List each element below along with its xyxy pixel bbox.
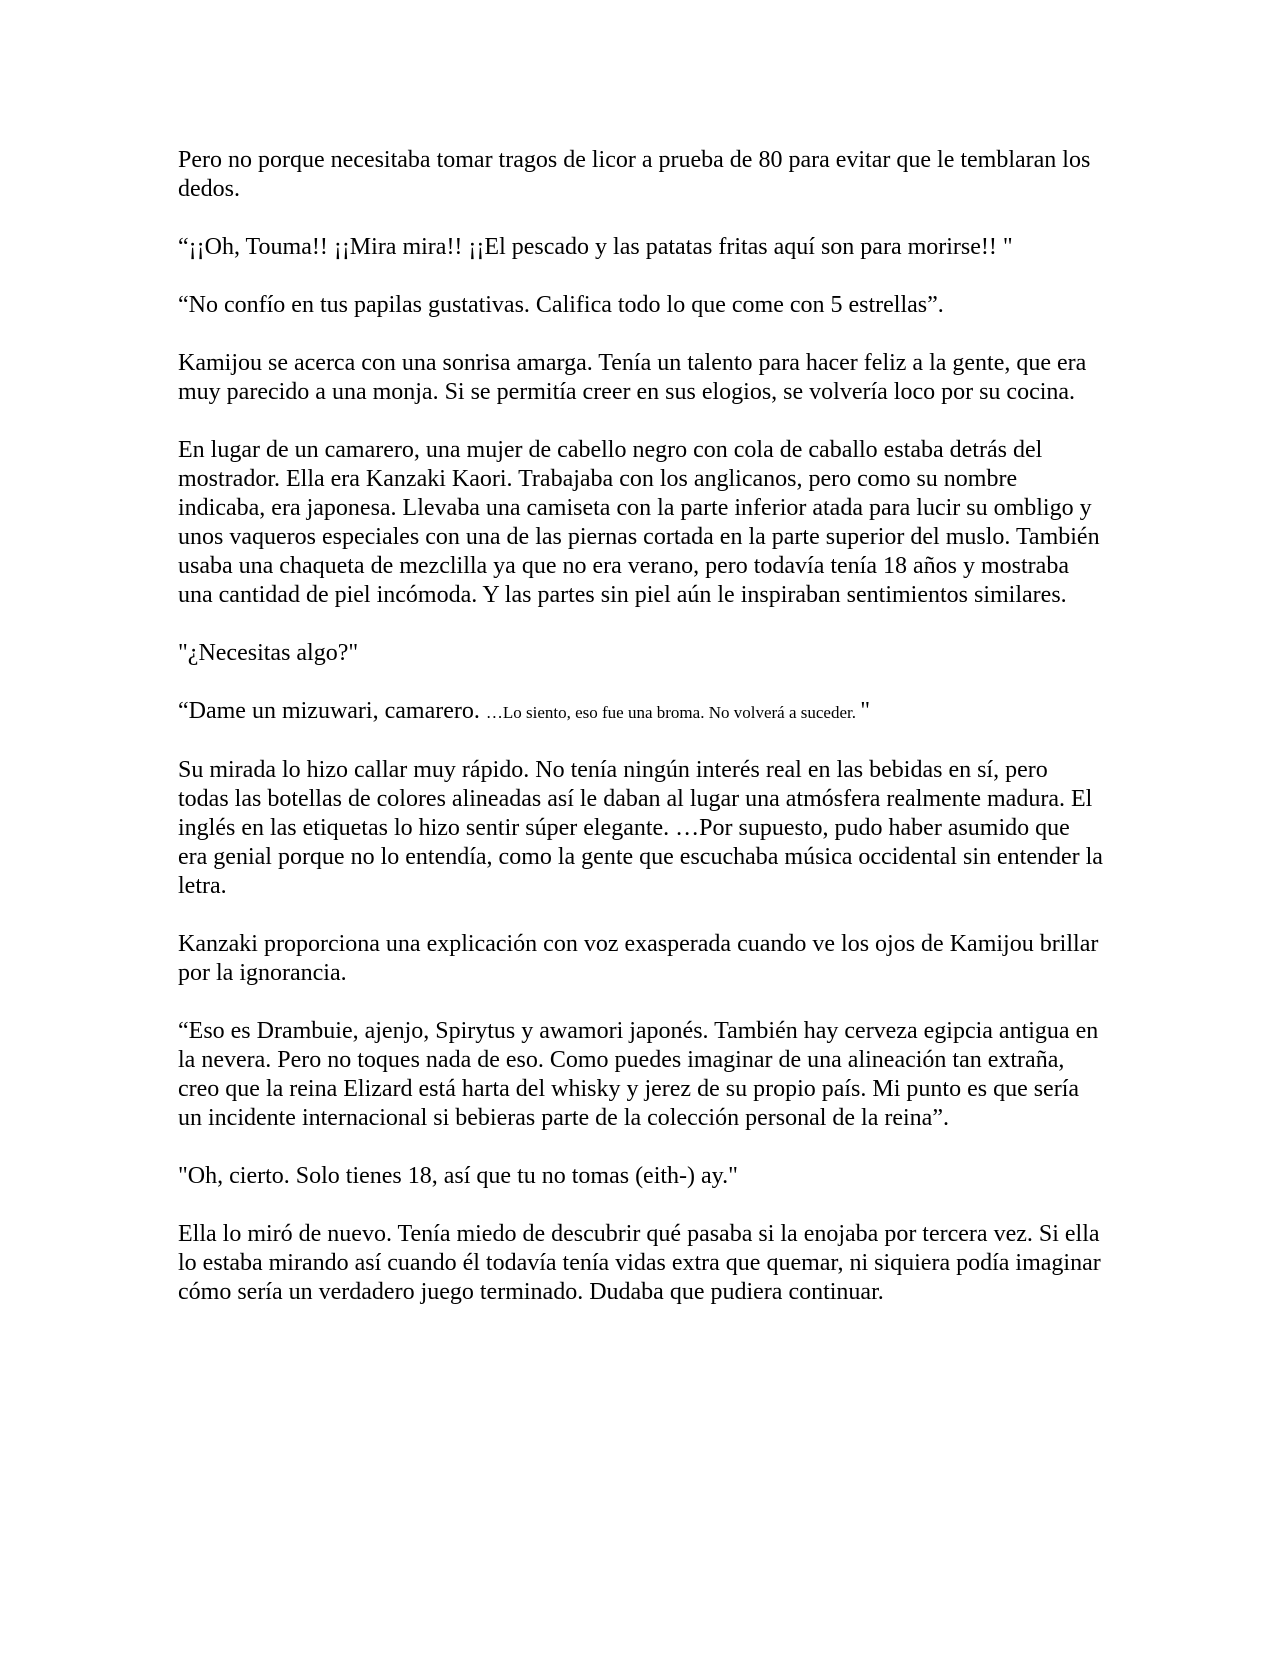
paragraph: Kanzaki proporciona una explicación con voz exasperada cuando ve los ojos de Kamijou brillar por la ignorancia. (178, 931, 1099, 986)
dame-main-text: “Dame un mizuwari, camarero. (178, 698, 486, 724)
paragraph: Pero no porque necesitaba tomar tragos de licor a prueba de 80 para evitar que le temblaran los dedos. (178, 147, 1091, 202)
paragraph: “Eso es Drambuie, ajenjo, Spirytus y awamori japonés. También hay cerveza egipcia antigua en la nevera. Pero no toques nada de eso. Como puedes imaginar de una alineación tan extraña, creo que la reina Elizard está harta del whisky y jerez de su propio país. Mi punto es que sería un incidente internacional si bebieras parte de la colección personal de la reina”. (178, 1018, 1099, 1131)
paragraph: “¡¡Oh, Touma!! ¡¡Mira mira!! ¡¡El pescado y las patatas fritas aquí son para morirse!! " (178, 234, 1013, 260)
paragraph: “No confío en tus papilas gustativas. Califica todo lo que come con 5 estrellas”. (178, 292, 944, 318)
paragraph: "Oh, cierto. Solo tienes 18, así que tu no tomas (eith-) ay." (178, 1163, 738, 1189)
paragraph: Su mirada lo hizo callar muy rápido. No tenía ningún interés real en las bebidas en sí, pero todas las botellas de colores alineadas así le daban al lugar una atmósfera realmente madura. El inglés en las etiquetas lo hizo sentir súper elegante. …Por supuesto, pudo haber asumido que era genial porque no lo entendía, como la gente que escuchaba música occidental sin entender la letra. (178, 757, 1103, 899)
document-page (178, 146, 1104, 1336)
dame-small-text: …Lo siento, eso fue una broma. No volverá a suceder. (485, 703, 861, 722)
paragraph-dame (178, 697, 1104, 727)
paragraph: Kamijou se acerca con una sonrisa amarga. Tenía un talento para hacer feliz a la gente, que era muy parecido a una monja. Si se permitía creer en sus elogios, se volvería loco por su cocina. (178, 350, 1087, 405)
paragraph: "¿Necesitas algo?" (178, 640, 359, 666)
paragraph: Ella lo miró de nuevo. Tenía miedo de descubrir qué pasaba si la enojaba por tercera vez. Si ella lo estaba mirando así cuando él todavía tenía vidas extra que quemar, ni siquiera podía imaginar cómo sería un verdadero juego terminado. Dudaba que pudiera continuar. (178, 1221, 1101, 1305)
paragraph: En lugar de un camarero, una mujer de cabello negro con cola de caballo estaba detrás del mostrador. Ella era Kanzaki Kaori. Trabajaba con los anglicanos, pero como su nombre indicaba, era japonesa. Llevaba una camiseta con la parte inferior atada para lucir su ombligo y unos vaqueros especiales con una de las piernas cortada en la parte superior del muslo. También usaba una chaqueta de mezclilla ya que no era verano, pero todavía tenía 18 años y mostraba una cantidad de piel incómoda. Y las partes sin piel aún le inspiraban sentimientos similares. (178, 437, 1100, 608)
dame-end-quote: " (860, 698, 871, 724)
